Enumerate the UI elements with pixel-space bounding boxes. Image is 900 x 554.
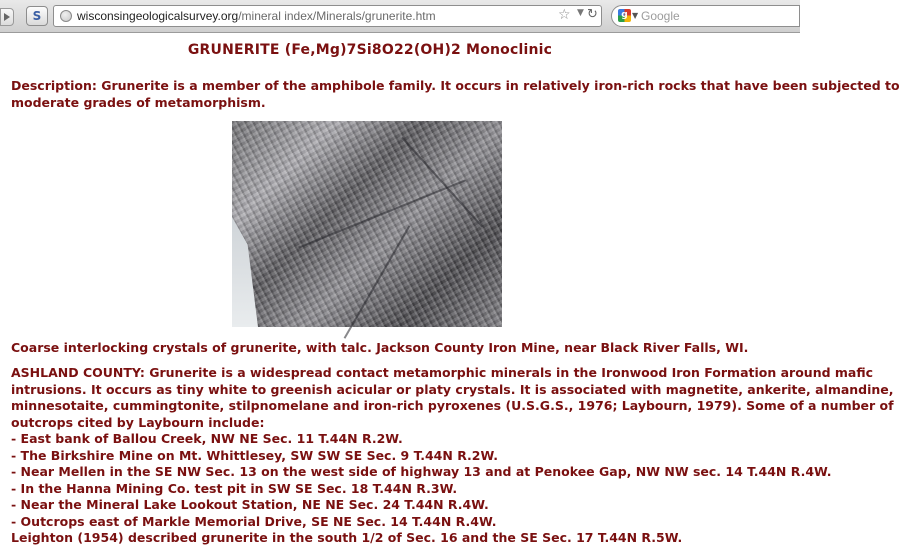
search-box[interactable] [611,5,800,27]
description-line-1: Description: Grunerite is a member of the amphibole family. It occurs in relatively iron-rich rocks that have been subjected to [11,78,900,93]
photo-background-corner [232,217,258,327]
google-icon[interactable]: g [618,9,631,22]
address-bar[interactable] [53,5,602,27]
ashland-line: outcrops cited by Laybourn include: [11,414,265,430]
outcrop-list-item: - In the Hanna Mining Co. test pit in SW SE Sec. 18 T.44N R.3W. [11,480,458,496]
search-engine-dropdown-icon[interactable]: ▼ [632,11,639,20]
browser-toolbar [0,0,800,33]
ashland-line: intrusions. It occurs as tiny white to greenish acicular or platy crystals. It is associated with magnetite, ankerite, almandine, [11,381,894,397]
outcrop-list-item: - East bank of Ballou Creek, NW NE Sec. 11 T.44N R.2W. [11,431,403,446]
globe-icon [60,10,72,22]
outcrop-list-item: - The Birkshire Mine on Mt. Whittlesey, SW SW SE Sec. 9 T.44N R.2W. [11,447,499,463]
outcrop-list-item: - Near Mellen in the SE NW Sec. 13 on the west side of highway 13 and at Penokee Gap, NW NW sec. 14 T.44N R.4W. [11,464,832,479]
reload-icon[interactable]: ↻ [587,7,598,22]
grunerite-photo [232,121,502,327]
outcrop-list-item: - Outcrops east of Markle Memorial Drive, SE NE Sec. 14 T.44N R.4W. [11,513,497,529]
bookmark-star-icon[interactable]: ☆ [558,7,571,23]
forward-arrow-icon[interactable] [0,8,14,26]
bookmark-s-button[interactable]: S [26,6,48,26]
url-host: wisconsingeologicalsurvey.org [77,9,239,23]
ashland-line: ASHLAND COUNTY: Grunerite is a widespread contact metamorphic minerals in the Ironwood Iron Formation around mafic [11,365,874,380]
photo-caption: Coarse interlocking crystals of grunerite, with talc. Jackson County Iron Mine, near Black River Falls, WI. [11,340,749,355]
description-line-2: moderate grades of metamorphism. [11,95,266,110]
history-dropdown-icon[interactable]: ▼ [577,8,584,18]
outcrop-list-item: - Near the Mineral Lake Lookout Station, NE NE Sec. 24 T.44N R.4W. [11,497,489,512]
leighton-note: Leighton (1954) described grunerite in the south 1/2 of Sec. 16 and the SE Sec. 17 T.44N R.5W. [11,530,683,545]
search-placeholder: Google [641,9,680,23]
url-path: /mineral index/Minerals/grunerite.htm [238,9,436,23]
url-text[interactable] [77,9,436,23]
page-title: GRUNERITE (Fe,Mg)7Si8O22(OH)2 Monoclinic [187,42,553,58]
ashland-line: minnesotaite, cummingtonite, stilpnomelane and iron-rich pyroxenes (U.S.G.S., 1976; Laybourn, 1979). Some of a number of [11,398,894,413]
